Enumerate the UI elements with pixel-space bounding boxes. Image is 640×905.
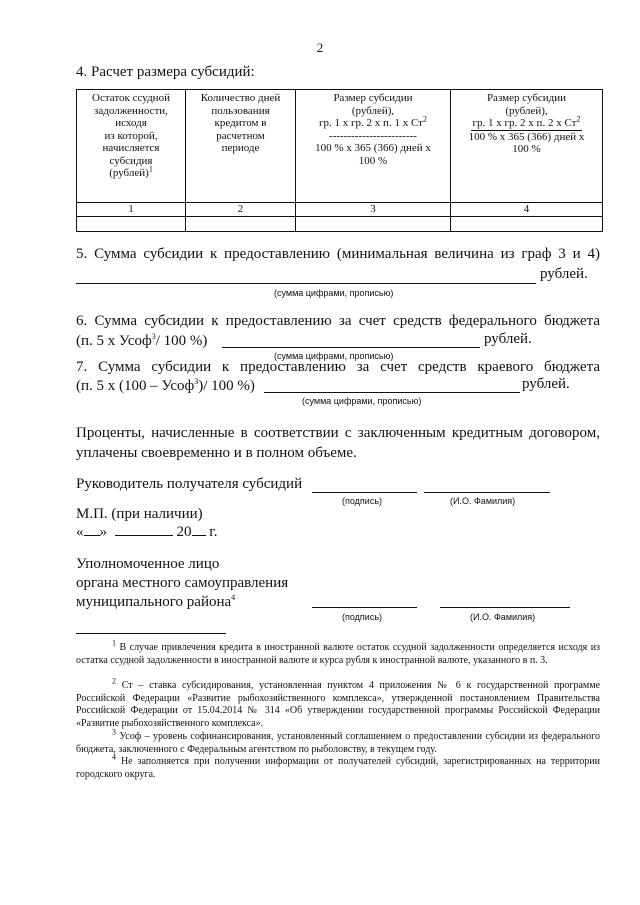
col3-value-cell[interactable] — [296, 217, 451, 232]
col4-header: Размер субсидии (рублей), гр. 1 х гр. 2 х п. 2 х $Ст^2$ 100 % х 365 (366) дней х 100 % — [451, 90, 603, 203]
col3-number: 3 — [296, 203, 451, 217]
section5-unit: рублей. — [540, 266, 588, 282]
col1-number: 1 — [77, 203, 186, 217]
section6-caption: (сумма цифрами, прописью) — [274, 351, 394, 361]
head-name-caption: (И.О. Фамилия) — [450, 496, 516, 506]
section7-caption: (сумма цифрами, прописью) — [302, 396, 422, 406]
head-signature-line[interactable] — [312, 492, 417, 493]
date-field[interactable]: « » 20 г. — [76, 524, 218, 540]
footnote-separator — [76, 633, 226, 634]
section6-text: 6. Сумма субсидии к предоставлению за счет средств федерального бюджета — [76, 313, 600, 329]
official-sign-caption: (подпись) — [342, 612, 383, 622]
head-label: Руководитель получателя субсидий — [76, 476, 303, 492]
section5-amount-line[interactable] — [76, 283, 536, 284]
official-line2: органа местного самоуправления — [76, 575, 289, 591]
footnote-1: $^1$ В случае привлечения кредита в иностранной валюте остаток ссудной задолженности определяется исходя из остатка ссудной задолженности в иностранной валюте и курса рубля к иностранной валюте, указанного в п. 3. — [76, 638, 601, 666]
head-name-line[interactable] — [424, 492, 550, 493]
footnote-2: $^2$ Ст – ставка субсидирования, установленная пунктом 4 приложения № 6 к государственной программе Российской Федерации «Развитие рыбохозяйственного комплекса», утвержденной постановлением Правительства Российской Федерации от 15.04.2014 № 314 «Об утверждении государственной программы Российской Федерации «Развитие рыбохозяйственного комплекса». — [76, 676, 601, 729]
stamp-label: М.П. (при наличии) — [76, 506, 203, 522]
col2-number: 2 — [186, 203, 296, 217]
col4-number: 4 — [451, 203, 603, 217]
subsidy-calculation-table — [76, 89, 603, 232]
section6-amount-line[interactable] — [222, 347, 480, 348]
col1-value-cell[interactable] — [77, 217, 186, 232]
section7-text: 7. Сумма субсидии к предоставлению за счет средств краевого бюджета — [76, 359, 600, 375]
section4-title: 4. Расчет размера субсидий: — [76, 64, 255, 80]
section5-caption: (сумма цифрами, прописью) — [274, 288, 394, 298]
section7-formula: (п. 5 х (100 – Усоф$^3$)/ 100 %) — [76, 377, 255, 394]
section7-amount-line[interactable] — [264, 392, 520, 393]
official-signature-line[interactable] — [312, 607, 417, 608]
col4-value-cell[interactable] — [451, 217, 603, 232]
official-line3: муниципального района$^4$ — [76, 593, 236, 610]
interest-paragraph-line1: Проценты, начисленные в соответствии с заключенным кредитным договором, — [76, 425, 600, 441]
official-line1: Уполномоченное лицо — [76, 556, 220, 572]
footnote-3: $^3$ Усоф – уровень софинансирования, установленный соглашением о предоставлении субсидии из федерального бюджета, заключенного с Федеральным агентством по рыболовству, в текущем году. — [76, 727, 600, 755]
official-name-caption: (И.О. Фамилия) — [470, 612, 536, 622]
section5-text: 5. Сумма субсидии к предоставлению (минимальная величина из граф 3 и 4) — [76, 246, 600, 262]
page-number: 2 — [316, 40, 324, 55]
col2-header: Количество дней пользования кредитом в расчетном периоде — [186, 90, 296, 203]
col3-header: Размер субсидии (рублей), гр. 1 х гр. 2 х п. 1 х $Ст^2$ ------------------------ 100 % х 365 (366) дней х 100 % — [296, 90, 451, 203]
official-name-line[interactable] — [440, 607, 570, 608]
head-sign-caption: (подпись) — [342, 496, 383, 506]
col1-header: Остаток ссудной задолженности, исходя из которой, начисляется субсидия (рублей)$^1$ — [77, 90, 186, 203]
section7-unit: рублей. — [522, 376, 570, 392]
col2-value-cell[interactable] — [186, 217, 296, 232]
footnote-4: $^4$ Не заполняется при получении информации от получателей субсидий, зарегистрированных на территории городского округа. — [76, 752, 601, 780]
section6-formula: (п. 5 х Усоф$^3$/ 100 %) — [76, 332, 208, 349]
interest-paragraph-line2: уплачены своевременно и в полном объеме. — [76, 445, 357, 461]
section6-unit: рублей. — [484, 331, 532, 347]
